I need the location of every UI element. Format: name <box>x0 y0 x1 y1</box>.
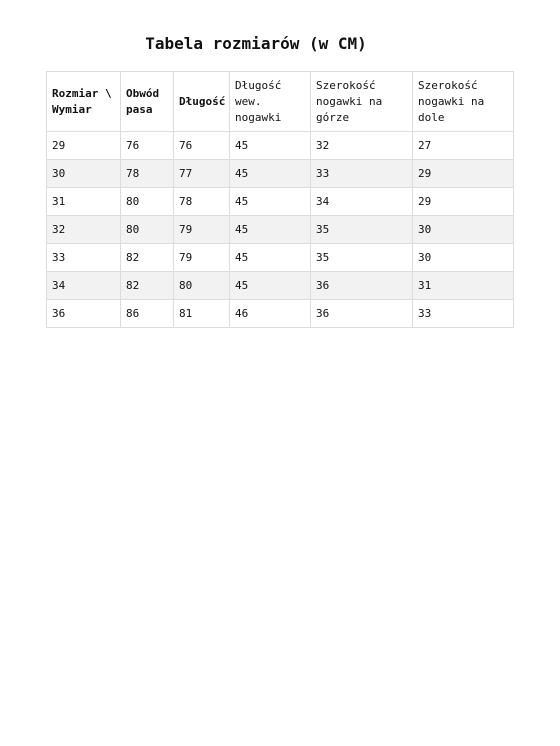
cell-inseam: 45 <box>230 272 311 300</box>
cell-leg-width-bottom: 30 <box>413 244 514 272</box>
cell-leg-width-top: 35 <box>311 244 413 272</box>
cell-leg-width-bottom: 30 <box>413 216 514 244</box>
cell-leg-width-top: 36 <box>311 300 413 328</box>
table-row <box>47 272 514 300</box>
cell-length: 77 <box>174 160 230 188</box>
cell-length: 81 <box>174 300 230 328</box>
header-size: Rozmiar \ Wymiar <box>47 72 121 132</box>
cell-leg-width-bottom: 33 <box>413 300 514 328</box>
cell-size: 31 <box>47 188 121 216</box>
cell-size: 30 <box>47 160 121 188</box>
cell-length: 76 <box>174 132 230 160</box>
cell-length: 79 <box>174 216 230 244</box>
header-leg-width-bottom: Szerokość nogawki na dole <box>413 72 514 132</box>
cell-waist: 86 <box>121 300 174 328</box>
cell-leg-width-bottom: 29 <box>413 160 514 188</box>
cell-waist: 80 <box>121 216 174 244</box>
table-row <box>47 244 514 272</box>
size-chart-table <box>46 71 514 328</box>
cell-inseam: 45 <box>230 216 311 244</box>
cell-size: 29 <box>47 132 121 160</box>
cell-waist: 82 <box>121 244 174 272</box>
cell-inseam: 45 <box>230 188 311 216</box>
page-title: Tabela rozmiarów (w CM) <box>145 34 367 53</box>
cell-leg-width-top: 33 <box>311 160 413 188</box>
cell-leg-width-bottom: 27 <box>413 132 514 160</box>
cell-length: 79 <box>174 244 230 272</box>
cell-waist: 78 <box>121 160 174 188</box>
cell-waist: 80 <box>121 188 174 216</box>
cell-leg-width-bottom: 31 <box>413 272 514 300</box>
table-row <box>47 300 514 328</box>
header-leg-width-top: Szerokość nogawki na górze <box>311 72 413 132</box>
table-row <box>47 216 514 244</box>
cell-leg-width-top: 34 <box>311 188 413 216</box>
cell-size: 33 <box>47 244 121 272</box>
cell-inseam: 45 <box>230 244 311 272</box>
table-row <box>47 132 514 160</box>
header-length: Długość <box>174 72 230 132</box>
cell-waist: 76 <box>121 132 174 160</box>
cell-leg-width-top: 36 <box>311 272 413 300</box>
cell-size: 36 <box>47 300 121 328</box>
cell-size: 32 <box>47 216 121 244</box>
cell-length: 80 <box>174 272 230 300</box>
cell-size: 34 <box>47 272 121 300</box>
table-header <box>47 72 514 132</box>
table-body <box>47 132 514 328</box>
cell-leg-width-top: 35 <box>311 216 413 244</box>
table-row <box>47 160 514 188</box>
table-row <box>47 188 514 216</box>
cell-length: 78 <box>174 188 230 216</box>
cell-leg-width-bottom: 29 <box>413 188 514 216</box>
cell-leg-width-top: 32 <box>311 132 413 160</box>
header-row <box>47 72 514 132</box>
header-waist: Obwód pasa <box>121 72 174 132</box>
cell-inseam: 45 <box>230 160 311 188</box>
cell-inseam: 46 <box>230 300 311 328</box>
cell-waist: 82 <box>121 272 174 300</box>
header-inseam: Długość wew. nogawki <box>230 72 311 132</box>
cell-inseam: 45 <box>230 132 311 160</box>
